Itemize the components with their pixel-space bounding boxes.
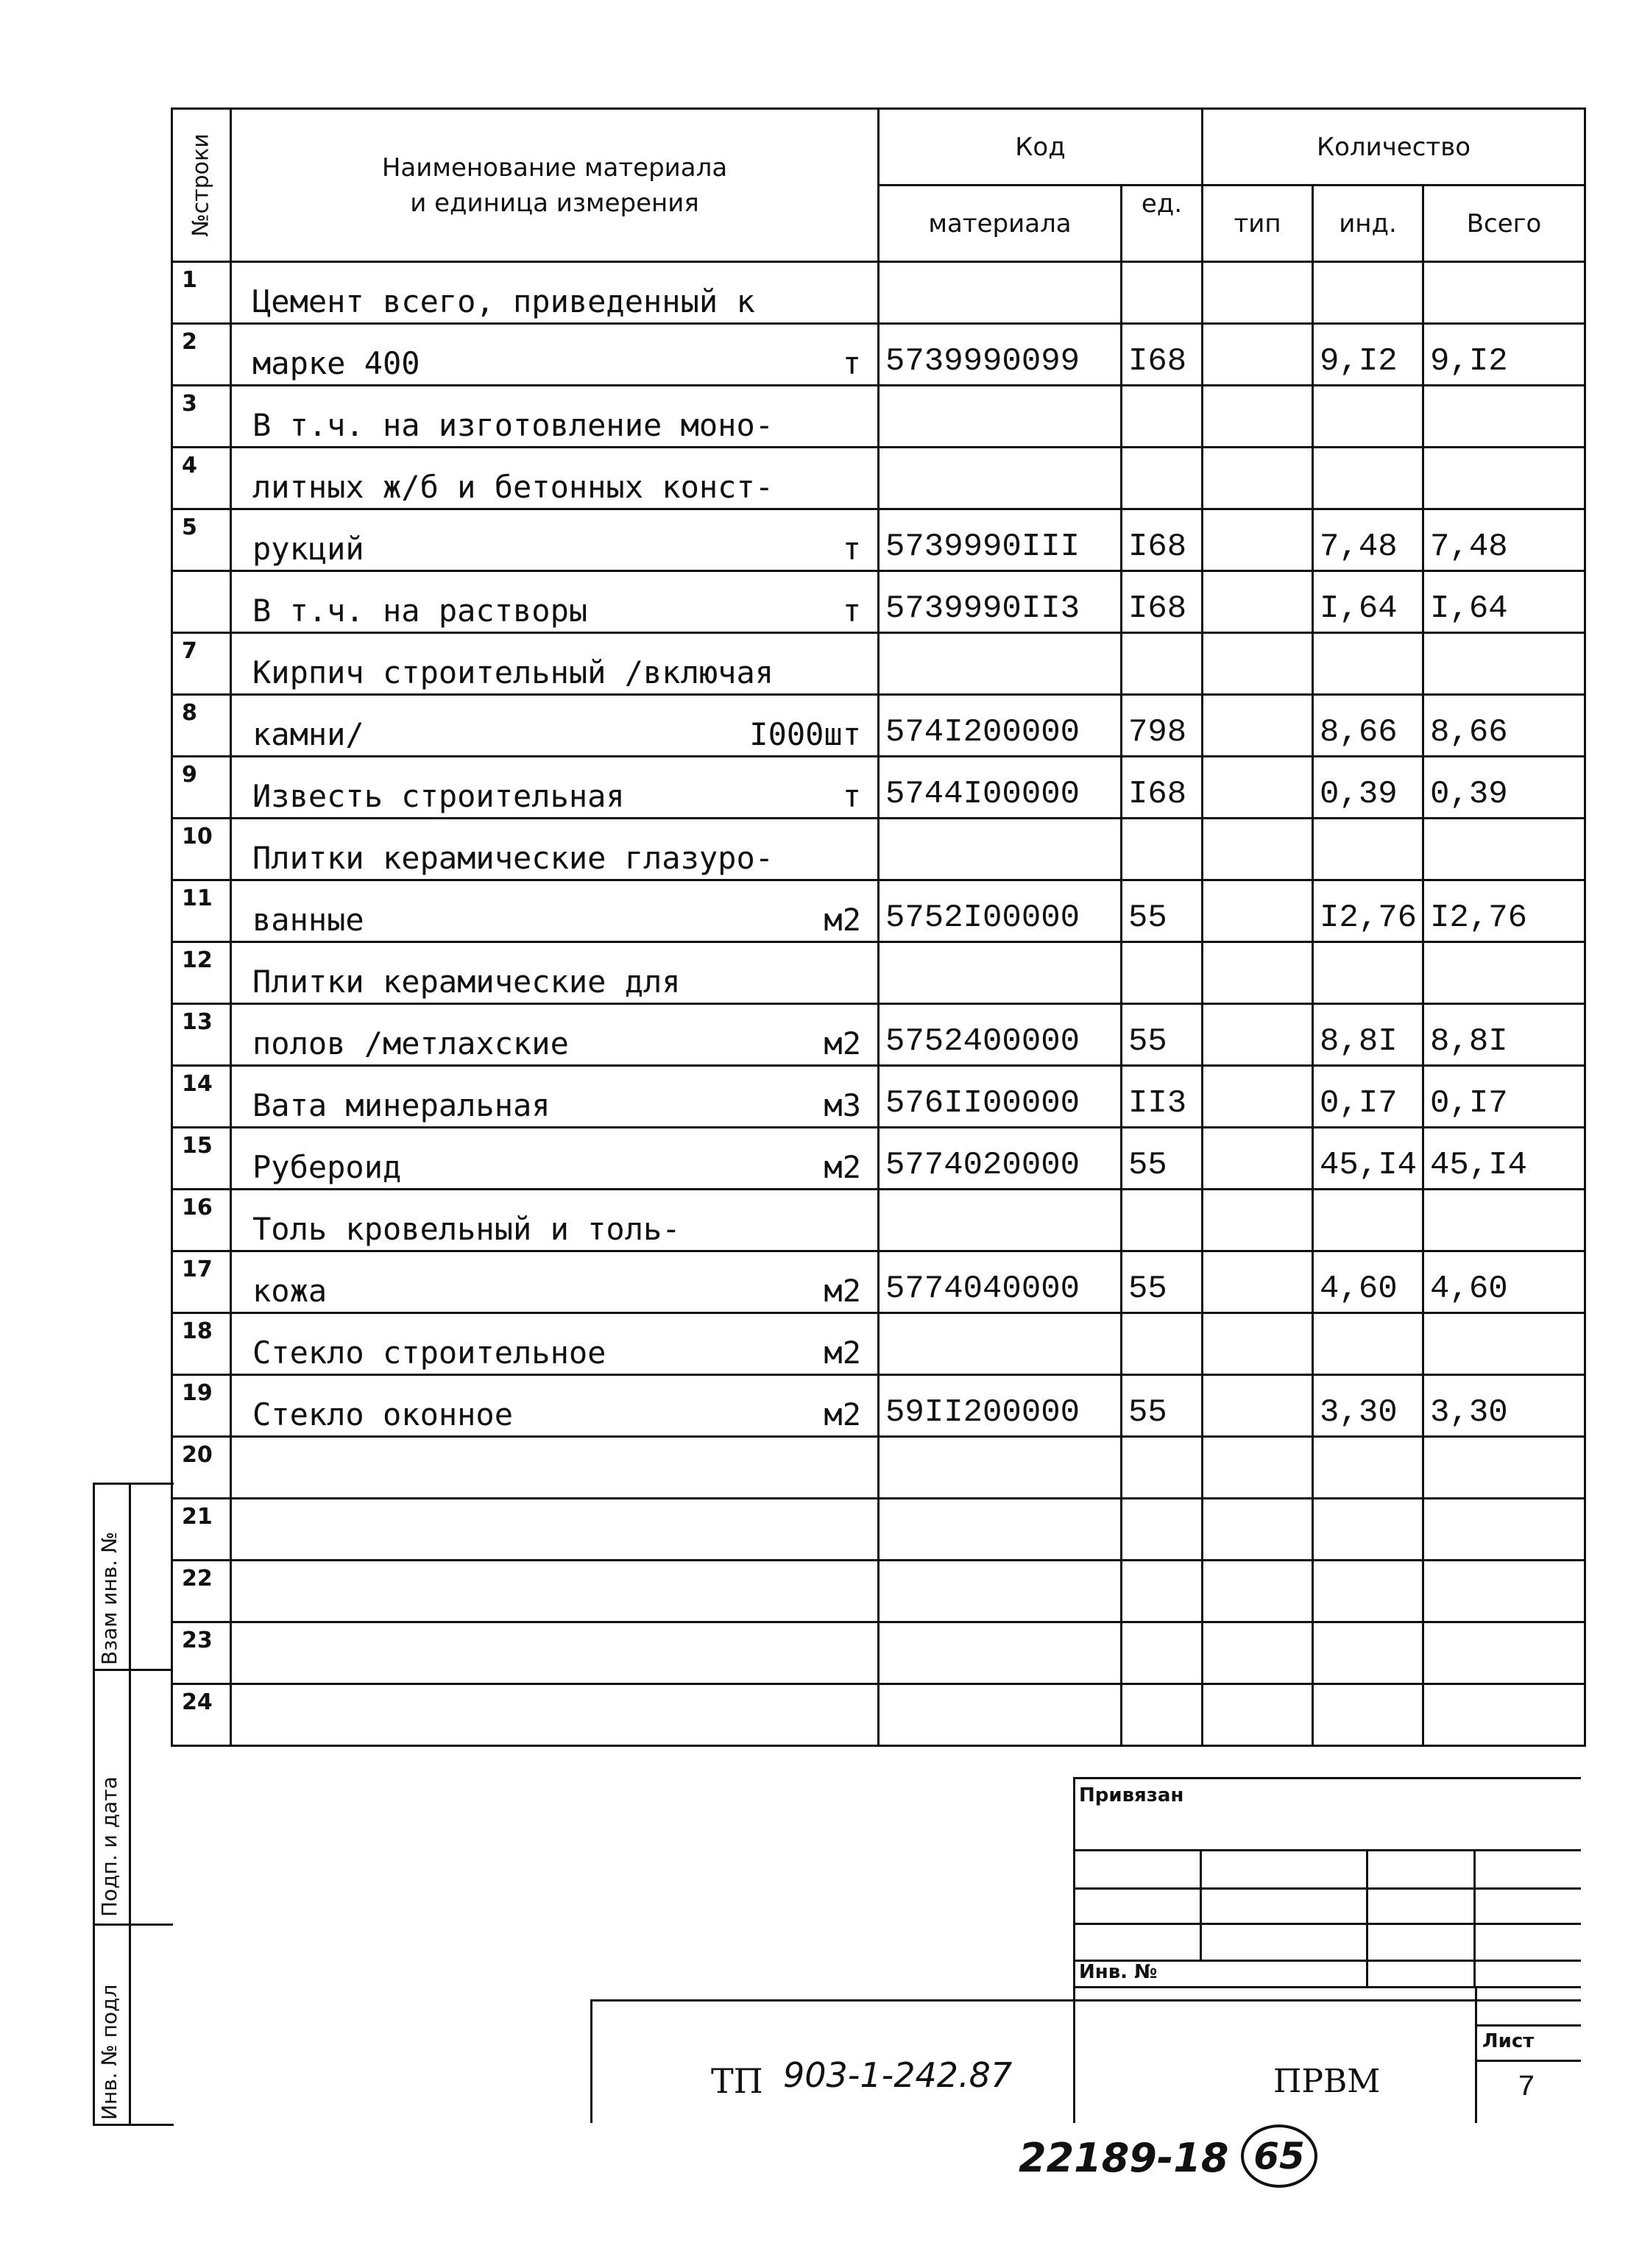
- material-code: 5774020000: [879, 1128, 1122, 1190]
- material-code: 59II200000: [879, 1375, 1122, 1437]
- qty-ind: 4,60: [1313, 1251, 1423, 1313]
- unit-of-measure: м2: [824, 1396, 861, 1432]
- unit-code: [1122, 942, 1203, 1004]
- material-name-cell: [231, 386, 879, 448]
- unit-code: I68: [1122, 324, 1203, 386]
- material-name-cell: [231, 1190, 879, 1251]
- material-name: Плитки керамические глазуро-: [252, 840, 774, 876]
- table-row: [172, 1437, 1585, 1499]
- order-number: 22189-18: [1019, 2135, 1229, 2181]
- table-row: [172, 942, 1585, 1004]
- material-code: [879, 448, 1122, 509]
- material-name-cell: [231, 695, 879, 757]
- row-no-header: №строки: [172, 109, 231, 262]
- materials-table: [171, 107, 1586, 1747]
- row-number: 9: [172, 757, 231, 819]
- row-number: 8: [172, 695, 231, 757]
- material-code: [879, 942, 1122, 1004]
- material-name: Кирпич строительный /включая: [252, 654, 774, 690]
- unit-code: 55: [1122, 1375, 1203, 1437]
- row-number: 17: [172, 1251, 231, 1313]
- qty-ind: [1313, 386, 1423, 448]
- qty-total-header: Всего: [1423, 186, 1585, 262]
- unit-code: I68: [1122, 571, 1203, 633]
- material-name-cell: [231, 324, 879, 386]
- qty-ind: 8,8I: [1313, 1004, 1423, 1066]
- material-code: [879, 386, 1122, 448]
- material-name: Известь строительная: [252, 778, 625, 814]
- page-number-circle: [1241, 2124, 1317, 2188]
- material-code: 576II00000: [879, 1066, 1122, 1128]
- qty-type: [1203, 1190, 1313, 1251]
- material-code: [879, 1499, 1122, 1561]
- qty-ind: [1313, 1190, 1423, 1251]
- qty-total: 4,60: [1423, 1251, 1585, 1313]
- table-row: [172, 757, 1585, 819]
- code-material-header: материала: [879, 186, 1122, 262]
- material-name-cell: [231, 942, 879, 1004]
- material-code: [879, 1190, 1122, 1251]
- qty-total: [1423, 386, 1585, 448]
- unit-code: [1122, 1313, 1203, 1375]
- material-name: Стекло оконное: [252, 1396, 514, 1432]
- qty-type: [1203, 448, 1313, 509]
- qty-type: [1203, 1004, 1313, 1066]
- row-number: 14: [172, 1066, 231, 1128]
- qty-total: 7,48: [1423, 509, 1585, 571]
- qty-ind: [1313, 942, 1423, 1004]
- qty-ind: 7,48: [1313, 509, 1423, 571]
- qty-type: [1203, 1313, 1313, 1375]
- unit-code: 55: [1122, 1004, 1203, 1066]
- qty-total: [1423, 448, 1585, 509]
- material-name-cell: [231, 757, 879, 819]
- row-number: 15: [172, 1128, 231, 1190]
- unit-code: [1122, 633, 1203, 695]
- table-row: [172, 1313, 1585, 1375]
- material-code: [879, 1561, 1122, 1622]
- material-name-cell: [231, 448, 879, 509]
- qty-total: [1423, 1561, 1585, 1622]
- qty-ind: [1313, 448, 1423, 509]
- attached-label: Привязан: [1079, 1784, 1184, 1806]
- qty-ind: [1313, 1561, 1423, 1622]
- unit-of-measure: м2: [824, 902, 861, 938]
- table-row: [172, 695, 1585, 757]
- qty-ind: I2,76: [1313, 880, 1423, 942]
- qty-type: [1203, 1499, 1313, 1561]
- material-name-cell: [231, 1004, 879, 1066]
- qty-ind: [1313, 1437, 1423, 1499]
- material-name-cell: [231, 1499, 879, 1561]
- table-row: [172, 1190, 1585, 1251]
- qty-type-header: тип: [1203, 186, 1313, 262]
- qty-ind: 8,66: [1313, 695, 1423, 757]
- qty-type: [1203, 1375, 1313, 1437]
- row-number: 23: [172, 1622, 231, 1684]
- material-name: литных ж/б и бетонных конст-: [252, 469, 774, 505]
- unit-of-measure: т: [842, 345, 861, 381]
- unit-code: II3: [1122, 1066, 1203, 1128]
- unit-code: [1122, 1437, 1203, 1499]
- material-name-cell: [231, 1375, 879, 1437]
- row-number: 4: [172, 448, 231, 509]
- material-name: Стекло строительное: [252, 1335, 606, 1371]
- qty-type: [1203, 695, 1313, 757]
- qty-total: [1423, 633, 1585, 695]
- qty-type: [1203, 386, 1313, 448]
- unit-of-measure: т: [842, 778, 861, 814]
- table-row: [172, 324, 1585, 386]
- qty-ind: [1313, 633, 1423, 695]
- qty-type: [1203, 571, 1313, 633]
- unit-code: [1122, 1499, 1203, 1561]
- qty-total: 45,I4: [1423, 1128, 1585, 1190]
- table-row: [172, 386, 1585, 448]
- material-name-cell: [231, 1128, 879, 1190]
- unit-code: 55: [1122, 1251, 1203, 1313]
- table-row: [172, 1128, 1585, 1190]
- material-code: 5744I00000: [879, 757, 1122, 819]
- side-label-podp-date: Подп. и дата: [97, 1776, 121, 1917]
- material-name: Плитки керамические для: [252, 964, 681, 1000]
- row-number: 16: [172, 1190, 231, 1251]
- sheet-label: Лист: [1482, 2030, 1535, 2052]
- side-label-vzam-inv: Взам инв. №: [97, 1531, 121, 1665]
- table-row: [172, 1251, 1585, 1313]
- unit-code: 55: [1122, 1128, 1203, 1190]
- qty-type: [1203, 633, 1313, 695]
- row-number: 13: [172, 1004, 231, 1066]
- qty-total: [1423, 942, 1585, 1004]
- unit-code: [1122, 386, 1203, 448]
- qty-type: [1203, 880, 1313, 942]
- material-code: [879, 1437, 1122, 1499]
- qty-type: [1203, 1128, 1313, 1190]
- row-number: 1: [172, 262, 231, 324]
- row-number: 5: [172, 509, 231, 571]
- qty-total: 0,39: [1423, 757, 1585, 819]
- qty-type: [1203, 1561, 1313, 1622]
- code-group-header: Код: [879, 109, 1203, 186]
- sheet-number: 7: [1518, 2071, 1536, 2105]
- material-code: [879, 633, 1122, 695]
- material-name-cell: [231, 262, 879, 324]
- row-number: 2: [172, 324, 231, 386]
- unit-of-measure: м2: [824, 1273, 861, 1309]
- title-block: [174, 1667, 1581, 2123]
- qty-ind: 0,I7: [1313, 1066, 1423, 1128]
- unit-of-measure: м3: [824, 1087, 861, 1123]
- qty-total: [1423, 1190, 1585, 1251]
- doc-type: ПРВМ: [1273, 2063, 1381, 2100]
- qty-type: [1203, 757, 1313, 819]
- row-number: 19: [172, 1375, 231, 1437]
- material-name-cell: [231, 880, 879, 942]
- qty-type: [1203, 819, 1313, 880]
- material-name: В т.ч. на растворы: [252, 593, 588, 629]
- material-name-cell: [231, 1437, 879, 1499]
- code-unit-header: ед.: [1122, 186, 1203, 262]
- qty-ind: [1313, 262, 1423, 324]
- unit-code: 798: [1122, 695, 1203, 757]
- unit-code: [1122, 819, 1203, 880]
- table-row: [172, 448, 1585, 509]
- unit-code: [1122, 262, 1203, 324]
- qty-total: [1423, 819, 1585, 880]
- material-name-cell: [231, 633, 879, 695]
- table-row: [172, 1499, 1585, 1561]
- material-code: 5774040000: [879, 1251, 1122, 1313]
- table-row: [172, 509, 1585, 571]
- qty-ind: 3,30: [1313, 1375, 1423, 1437]
- qty-type: [1203, 1437, 1313, 1499]
- unit-code: I68: [1122, 757, 1203, 819]
- material-name: полов /метлахские: [252, 1025, 569, 1061]
- table-row: [172, 1375, 1585, 1437]
- qty-ind: 45,I4: [1313, 1128, 1423, 1190]
- doc-code-prefix: ТП: [711, 2061, 763, 2101]
- material-name: камни/: [252, 716, 364, 752]
- qty-ind: 0,39: [1313, 757, 1423, 819]
- page-number: 65: [1253, 2135, 1305, 2177]
- material-code: 574I200000: [879, 695, 1122, 757]
- material-name: Цемент всего, приведенный к: [252, 283, 755, 319]
- material-name: рукций: [252, 531, 364, 567]
- material-name: Вата минеральная: [252, 1087, 551, 1123]
- qty-total: [1423, 262, 1585, 324]
- material-name: В т.ч. на изготовление моно-: [252, 407, 774, 443]
- unit-code: [1122, 448, 1203, 509]
- material-name: кожа: [252, 1273, 328, 1309]
- material-code: 5739990II3: [879, 571, 1122, 633]
- material-name-cell: [231, 571, 879, 633]
- table-row: [172, 571, 1585, 633]
- unit-of-measure: м2: [824, 1149, 861, 1185]
- unit-of-measure: т: [842, 593, 861, 629]
- table-row: [172, 633, 1585, 695]
- qty-total: I2,76: [1423, 880, 1585, 942]
- row-number: 20: [172, 1437, 231, 1499]
- material-name: марке 400: [252, 345, 420, 381]
- unit-code: I68: [1122, 509, 1203, 571]
- material-name-cell: [231, 819, 879, 880]
- name-header: Наименование материала и единица измерения: [231, 109, 879, 262]
- qty-total: [1423, 1313, 1585, 1375]
- material-name: Толь кровельный и толь-: [252, 1211, 681, 1247]
- row-number: 12: [172, 942, 231, 1004]
- qty-type: [1203, 1066, 1313, 1128]
- row-number: 24: [172, 1684, 231, 1746]
- qty-total: [1423, 1437, 1585, 1499]
- unit-code: 55: [1122, 880, 1203, 942]
- material-code: 5752400000: [879, 1004, 1122, 1066]
- row-number: 7: [172, 633, 231, 695]
- qty-group-header: Количество: [1203, 109, 1585, 186]
- side-label-inv-podl: Инв. № подл: [97, 1984, 121, 2120]
- unit-of-measure: т: [842, 531, 861, 567]
- material-code: 5739990099: [879, 324, 1122, 386]
- row-number: 22: [172, 1561, 231, 1622]
- qty-ind-header: инд.: [1313, 186, 1423, 262]
- qty-type: [1203, 262, 1313, 324]
- row-number: 21: [172, 1499, 231, 1561]
- inv-no-label: Инв. №: [1079, 1961, 1158, 1983]
- material-code: [879, 262, 1122, 324]
- doc-code: 903-1-242.87: [783, 2055, 1013, 2095]
- material-name-cell: [231, 1313, 879, 1375]
- qty-total: I,64: [1423, 571, 1585, 633]
- row-number: 10: [172, 819, 231, 880]
- row-number: 18: [172, 1313, 231, 1375]
- qty-total: [1423, 1499, 1585, 1561]
- unit-of-measure: I000шт: [749, 716, 861, 752]
- material-code: 5752I00000: [879, 880, 1122, 942]
- table-row: [172, 1004, 1585, 1066]
- qty-ind: [1313, 1313, 1423, 1375]
- material-code: [879, 819, 1122, 880]
- material-code: [879, 1313, 1122, 1375]
- qty-ind: I,64: [1313, 571, 1423, 633]
- row-number: [172, 571, 231, 633]
- qty-type: [1203, 509, 1313, 571]
- qty-total: 9,I2: [1423, 324, 1585, 386]
- material-name-cell: [231, 1066, 879, 1128]
- materials-table-body: [172, 262, 1585, 1746]
- material-code: 5739990III: [879, 509, 1122, 571]
- table-row: [172, 1066, 1585, 1128]
- qty-total: 8,8I: [1423, 1004, 1585, 1066]
- row-number: 3: [172, 386, 231, 448]
- material-name: Рубероид: [252, 1149, 402, 1185]
- qty-ind: [1313, 819, 1423, 880]
- material-name-cell: [231, 1251, 879, 1313]
- table-row: [172, 1561, 1585, 1622]
- qty-total: 3,30: [1423, 1375, 1585, 1437]
- qty-ind: 9,I2: [1313, 324, 1423, 386]
- unit-code: [1122, 1561, 1203, 1622]
- qty-type: [1203, 942, 1313, 1004]
- table-row: [172, 880, 1585, 942]
- qty-type: [1203, 1251, 1313, 1313]
- row-number: 11: [172, 880, 231, 942]
- table-row: [172, 262, 1585, 324]
- qty-total: 0,I7: [1423, 1066, 1585, 1128]
- unit-of-measure: м2: [824, 1335, 861, 1371]
- qty-ind: [1313, 1499, 1423, 1561]
- material-name: ванные: [252, 902, 364, 938]
- material-name-cell: [231, 1561, 879, 1622]
- unit-code: [1122, 1190, 1203, 1251]
- table-row: [172, 819, 1585, 880]
- material-name-cell: [231, 509, 879, 571]
- qty-total: 8,66: [1423, 695, 1585, 757]
- qty-type: [1203, 324, 1313, 386]
- unit-of-measure: м2: [824, 1025, 861, 1061]
